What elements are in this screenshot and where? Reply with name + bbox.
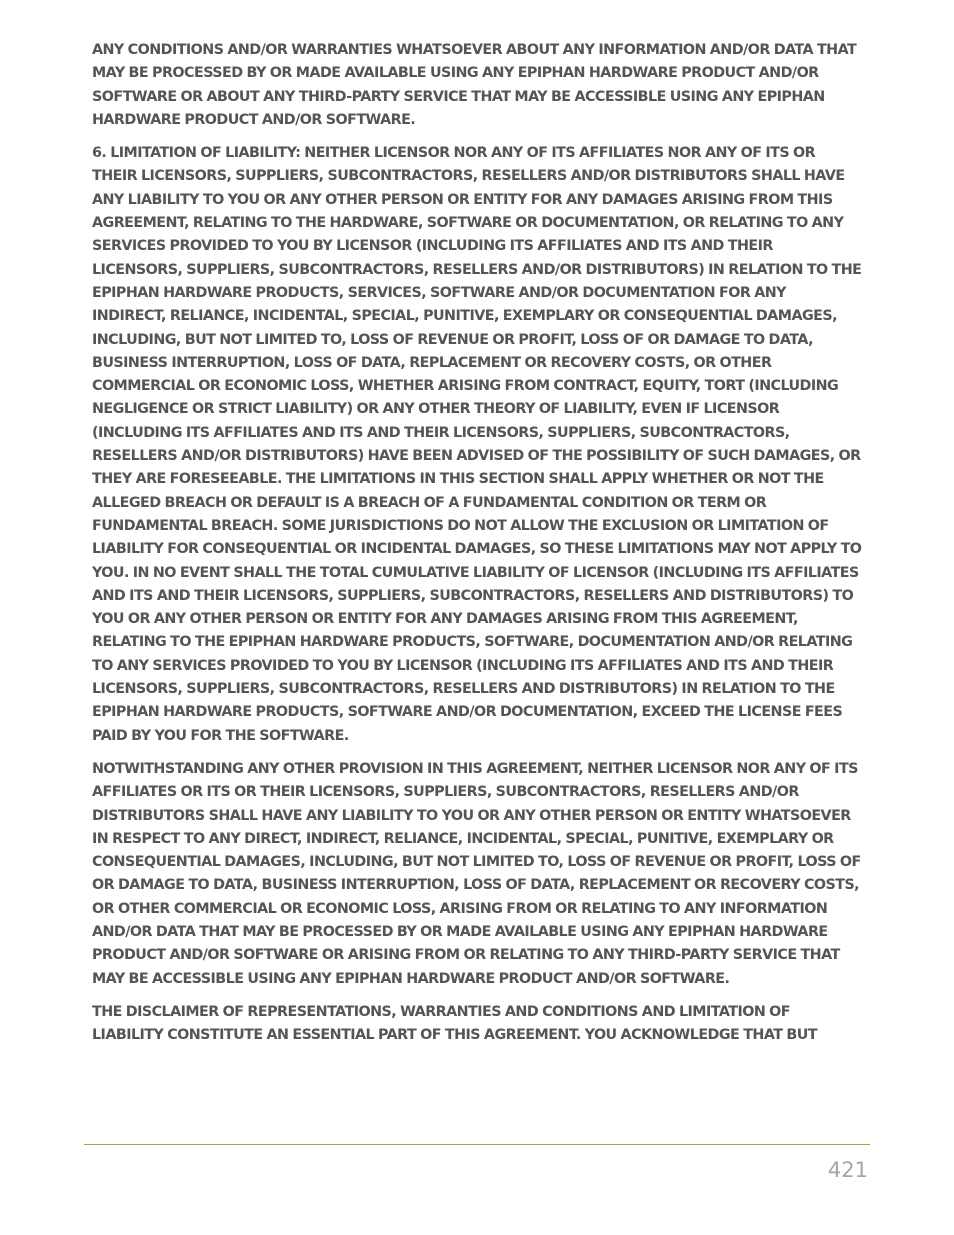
- footer-divider: [84, 1144, 870, 1145]
- paragraph-limitation-of-liability: 6. LIMITATION OF LIABILITY: NEITHER LICENSOR NOR ANY OF ITS AFFILIATES NOR ANY OF ITS OR THEIR LICENSORS, SUPPLIERS, SUBCONTRACTORS, RESELLERS AND/OR DISTRIBUTORS SHALL HAVE ANY LIABILITY TO YOU OR ANY OTHER PERSON OR ENTITY FOR ANY DAMAGES ARISING FROM THIS AGREEMENT, RELATING TO THE HARDWARE, SOFTWARE OR DOCUMENTATION, OR RELATING TO ANY SERVICES PROVIDED TO YOU BY LICENSOR (INCLUDING ITS AFFILIATES AND ITS AND THEIR LICENSORS, SUPPLIERS, SUBCONTRACTORS, RESELLERS AND/OR DISTRIBUTORS) IN RELATION TO THE EPIPHAN HARDWARE PRODUCTS, SERVICES, SOFTWARE AND/OR DOCUMENTATION FOR ANY INDIRECT, RELIANCE, INCIDENTAL, SPECIAL, PUNITIVE, EXEMPLARY OR CONSEQUENTIAL DAMAGES, INCLUDING, BUT NOT LIMITED TO, LOSS OF REVENUE OR PROFIT, LOSS OF OR DAMAGE TO DATA, BUSINESS INTERRUPTION, LOSS OF DATA, REPLACEMENT OR RECOVERY COSTS, OR OTHER COMMERCIAL OR ECONOMIC LOSS, WHETHER ARISING FROM CONTRACT, EQUITY, TORT (INCLUDING NEGLIGENCE OR STRICT LIABILITY) OR ANY OTHER THEORY OF LIABILITY, EVEN IF LICENSOR (INCLUDING ITS AFFILIATES AND ITS AND THEIR LICENSORS, SUPPLIERS, SUBCONTRACTORS, RESELLERS AND/OR DISTRIBUTORS) HAVE BEEN ADVISED OF THE POSSIBILITY OF SUCH DAMAGES, OR THEY ARE FORESEEABLE. THE LIMITATIONS IN THIS SECTION SHALL APPLY WHETHER OR NOT THE ALLEGED BREACH OR DEFAULT IS A BREACH OF A FUNDAMENTAL CONDITION OR TERM OR FUNDAMENTAL BREACH. SOME JURISDICTIONS DO NOT ALLOW THE EXCLUSION OR LIMITATION OF LIABILITY FOR CONSEQUENTIAL OR INCIDENTAL DAMAGES, SO THESE LIMITATIONS MAY NOT APPLY TO YOU. IN NO EVENT SHALL THE TOTAL CUMULATIVE LIABILITY OF LICENSOR (INCLUDING ITS AFFILIATES AND ITS AND THEIR LICENSORS, SUPPLIERS, SUBCONTRACTORS, RESELLERS AND DISTRIBUTORS) TO YOU OR ANY OTHER PERSON OR ENTITY FOR ANY DAMAGES ARISING FROM THIS AGREEMENT, RELATING TO THE EPIPHAN HARDWARE PRODUCTS, SOFTWARE, DOCUMENTATION AND/OR RELATING TO ANY SERVICES PROVIDED TO YOU BY LICENSOR (INCLUDING ITS AFFILIATES AND ITS AND THEIR LICENSORS, SUPPLIERS, SUBCONTRACTORS, RESELLERS AND DISTRIBUTORS) IN RELATION TO THE EPIPHAN HARDWARE PRODUCTS, SOFTWARE AND/OR DOCUMENTATION, EXCEED THE LICENSE FEES PAID BY YOU FOR THE SOFTWARE.: [92, 145, 862, 744]
- paragraph-warranty-continuation: ANY CONDITIONS AND/OR WARRANTIES WHATSOEVER ABOUT ANY INFORMATION AND/OR DATA THAT MAY BE PROCESSED BY OR MADE AVAILABLE USING ANY EPIPHAN HARDWARE PRODUCT AND/OR SOFTWARE OR ABOUT ANY THIRD-PARTY SERVICE THAT MAY BE ACCESSIBLE USING ANY EPIPHAN HARDWARE PRODUCT AND/OR SOFTWARE.: [92, 42, 857, 128]
- paragraph-disclaimer: THE DISCLAIMER OF REPRESENTATIONS, WARRANTIES AND CONDITIONS AND LIMITATION OF LIABILITY CONSTITUTE AN ESSENTIAL PART OF THIS AGREEMENT. YOU ACKNOWLEDGE THAT BUT: [92, 1003, 817, 1044]
- paragraph-notwithstanding: NOTWITHSTANDING ANY OTHER PROVISION IN THIS AGREEMENT, NEITHER LICENSOR NOR ANY OF ITS AFFILIATES OR ITS OR THEIR LICENSORS, SUPPLIERS, SUBCONTRACTORS, RESELLERS AND/OR DISTRIBUTORS SHALL HAVE ANY LIABILITY TO YOU OR ANY OTHER PERSON OR ENTITY WHATSOEVER IN RESPECT TO ANY DIRECT, INDIRECT, RELIANCE, INCIDENTAL, SPECIAL, PUNITIVE, EXEMPLARY OR CONSEQUENTIAL DAMAGES, INCLUDING, BUT NOT LIMITED TO, LOSS OF REVENUE OR PROFIT, LOSS OF OR DAMAGE TO DATA, BUSINESS INTERRUPTION, LOSS OF DATA, REPLACEMENT OR RECOVERY COSTS, OR OTHER COMMERCIAL OR ECONOMIC LOSS, ARISING FROM OR RELATING TO ANY INFORMATION AND/OR DATA THAT MAY BE PROCESSED BY OR MADE AVAILABLE USING ANY EPIPHAN HARDWARE PRODUCT AND/OR SOFTWARE OR ARISING FROM OR RELATING TO ANY THIRD-PARTY SERVICE THAT MAY BE ACCESSIBLE USING ANY EPIPHAN HARDWARE PRODUCT AND/OR SOFTWARE.: [92, 760, 861, 987]
- page-number: 421: [827, 1158, 868, 1182]
- document-body: [92, 39, 862, 1057]
